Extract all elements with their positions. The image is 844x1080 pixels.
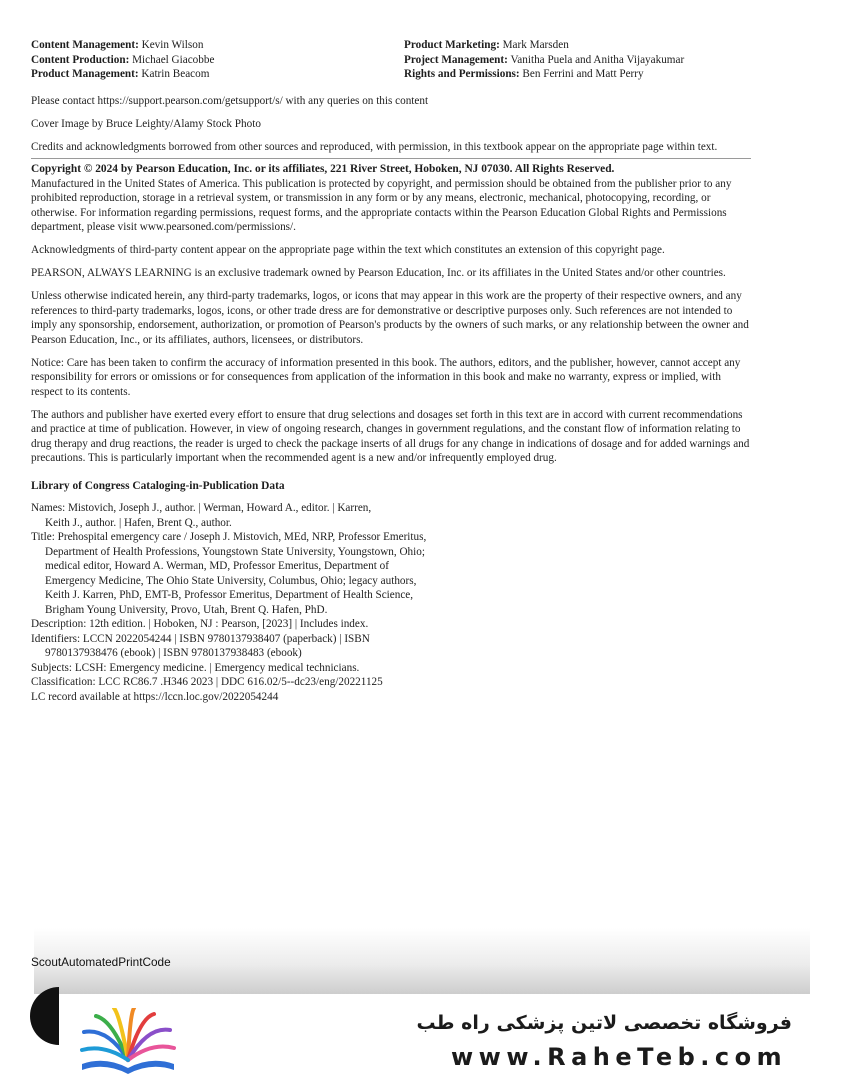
credit-role: Product Management: [31,68,139,81]
credits-left-column [31,38,404,82]
credits-note: Credits and acknowledgments borrowed from other sources and reproduced, with permission, in this textbook appear on the appropriate page within text. [31,140,718,153]
credit-role: Content Management: [31,39,139,51]
cip-entry-lc-record: LC record available at https://lccn.loc.gov/2022054244 [31,690,279,703]
cip-entry-identifiers: Identifiers: LCCN 2022054244 | ISBN 9780137938407 (paperback) | ISBN 9780137938476 (ebook) | ISBN 9780137938483 (ebook) [31,632,370,660]
cip-entry-description: Description: 12th edition. | Hoboken, NJ : Pearson, [2023] | Includes index. [31,618,369,631]
cip-entry-title: Title: Prehospital emergency care / Joseph J. Mistovich, MEd, NRP, Professor Emeritus, Department of Health Professions, Youngstown State University, Youngstown, Ohio; medical editor, Howard A. Werman, MD, Professor Emeritus, Department of Emergency Medicine, The Ohio State University, Columbus, Ohio; legacy authors, Keith J. Karren, PhD, EMT-B, Professor Emeritus, Department of Health Science, Brigham Young University, Provo, Utah, Brent Q. Hafen, PhD. [31,531,427,616]
trademark-text: PEARSON, ALWAYS LEARNING is an exclusive trademark owned by Pearson Education, Inc. or its affiliates in the United States and/or other countries. [31,267,726,280]
cip-title: Library of Congress Cataloging-in-Publication Data [31,479,285,492]
cip-entry-names: Names: Mistovich, Joseph J., author. | Werman, Howard A., editor. | Karren, Keith J., author. | Hafen, Brent Q., author. [31,502,372,529]
credit-line [31,53,404,68]
credit-line [31,67,404,82]
credits-block [31,38,751,82]
open-book-fan-logo-icon [78,1008,178,1078]
credit-line [404,53,751,68]
third-party-trademarks: Unless otherwise indicated herein, any third-party trademarks, logos, or icons that may appear in this work are the property of their respective owners, and any references to third-party trademarks, logos, icons, or other trade dress are for demonstrative or descriptive purposes only. Such references are not intended to imply any sponsorship, endorsement, authorization, or promotion of Pearson's products by the owners of such marks, or any relationship between the owner and Pearson Education, Inc., or its affiliates, authors, licensees, or distributors. [31,290,749,346]
credit-name: Ben Ferrini and Matt Perry [522,68,644,81]
cip-entry-subjects: Subjects: LCSH: Emergency medicine. | Emergency medical technicians. [31,661,360,674]
store-url[interactable]: www.RaheTeb.com [451,1043,788,1071]
print-code: ScoutAutomatedPrintCode [31,955,171,969]
credit-name: Katrin Beacom [141,68,210,81]
notice-text: Notice: Care has been taken to confirm the accuracy of information presented in this book. The authors, editors, and the publisher, however, cannot accept any responsibility for errors or omissions or for consequences from application of the information in this book and make no warranty, express or implied, with respect to its contents. [31,356,741,398]
credit-role: Rights and Permissions: [404,68,520,81]
contact-text: Please contact https://support.pearson.com/getsupport/s/ with any queries on this content [31,94,429,107]
credit-role: Content Production: [31,53,130,66]
credit-name: Michael Giacobbe [132,53,215,66]
divider [31,158,751,159]
copyright-title: Copyright © 2024 by Pearson Education, Inc. or its affiliates, 221 River Street, Hoboken, NJ 07030. All Rights Reserved. [31,163,615,176]
copyright-body: Manufactured in the United States of America. This publication is protected by copyright, and permission should be obtained from the publisher prior to any prohibited reproduction, storage in a retrieval system, or transmission in any form or by any means, electronic, mechanical, photocopying, recording, or otherwise. For information regarding permissions, request forms, and the appropriate contacts within the Pearson Education Global Rights and Permissions department, please visit www.pearsoned.com/permissions/. [31,177,732,234]
copyright-page [31,38,751,704]
credit-line [31,38,404,53]
store-title: فروشگاه تخصصی لاتین پزشکی راه طب [416,1012,792,1034]
credit-role: Product Marketing: [404,39,500,51]
credit-line [404,67,751,82]
credit-line [404,38,751,53]
drug-notice-text: The authors and publisher have exerted every effort to ensure that drug selections and dosages set forth in this text are in accord with current recommendations and practice at time of publication. However, in view of ongoing research, changes in government regulations, and the constant flow of information relating to drug therapy and drug reactions, the reader is urged to check the package inserts of all drugs for any change in indications of dosage and for added warnings and precautions. This is particularly important when the recommended agent is a new and/or infrequently employed drug. [31,408,750,465]
cip-block [31,501,751,704]
third-party-ack: Acknowledgments of third-party content appear on the appropriate page within the text which constitutes an extension of this copyright page. [31,244,665,257]
credit-name: Mark Marsden [502,39,569,51]
credits-right-column [404,38,751,82]
credit-role: Project Management: [404,53,508,66]
cip-entry-classification: Classification: LCC RC86.7 .H346 2023 | DDC 616.02/5--dc23/eng/20221125 [31,676,383,689]
credit-name: Kevin Wilson [141,39,204,51]
cover-image-credit: Cover Image by Bruce Leighty/Alamy Stock Photo [31,117,261,130]
credit-name: Vanitha Puela and Anitha Vijayakumar [510,53,685,66]
